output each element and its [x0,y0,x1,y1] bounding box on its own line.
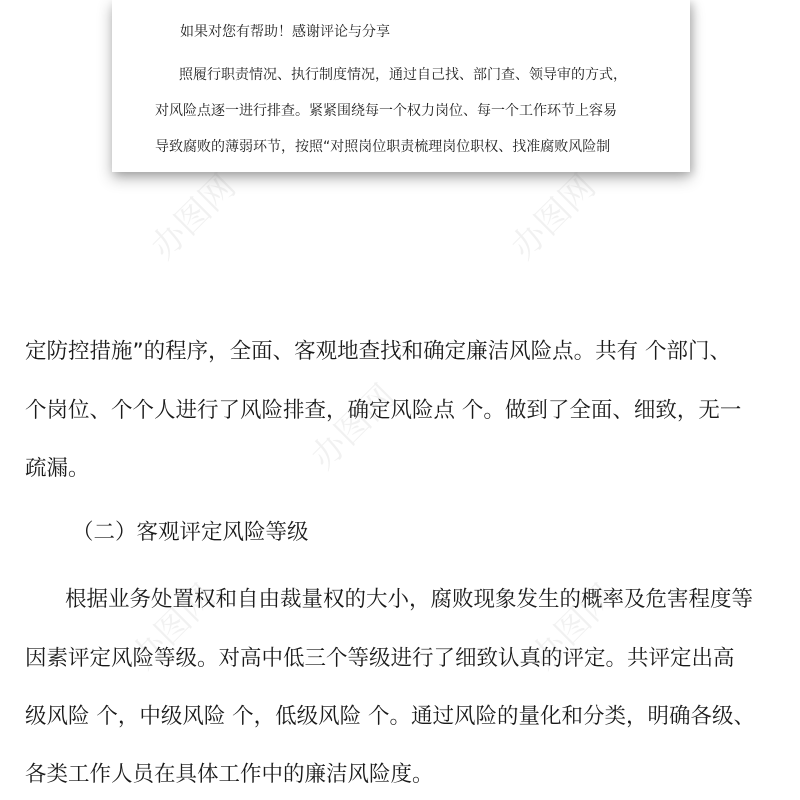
body-paragraph-line: 因素评定风险等级。对高中低三个等级进行了细致认真的评定。共评定出高 [25,646,735,671]
body-paragraph-line: 疏漏。 [25,456,90,481]
preview-paragraph-line: 导致腐败的薄弱环节，按照“对照岗位职责梳理岗位职权、找准腐败风险制 [155,139,611,155]
section-heading: （二）客观评定风险等级 [72,520,309,545]
document-preview-card [112,0,690,172]
watermark: 办图网 [123,576,224,678]
share-thanks-text: 如果对您有帮助！感谢评论与分享 [180,24,390,40]
preview-paragraph-line: 照履行职责情况、执行制度情况，通过自己找、部门查、领导审的方式， [179,67,627,83]
watermark: 办图网 [143,166,244,268]
watermark: 办图网 [303,376,404,478]
watermark: 办图网 [523,576,624,678]
preview-paragraph-line: 对风险点逐一进行排查。紧紧围绕每一个权力岗位、每一个工作环节上容易 [155,103,617,119]
body-paragraph-line: 根据业务处置权和自由裁量权的大小，腐败现象发生的概率及危害程度等 [65,587,754,612]
body-paragraph-line: 定防控措施”的程序，全面、客观地查找和确定廉洁风险点。共有 个部门、 [25,339,731,364]
watermark: 办图网 [503,166,604,268]
body-paragraph-line: 个岗位、个个人进行了风险排查，确定风险点 个。做到了全面、细致，无一 [25,398,742,423]
body-paragraph-line: 级风险 个，中级风险 个，低级风险 个。通过风险的量化和分类，明确各级、 [25,704,756,729]
body-paragraph-line: 各类工作人员在具体工作中的廉洁风险度。 [25,762,434,787]
